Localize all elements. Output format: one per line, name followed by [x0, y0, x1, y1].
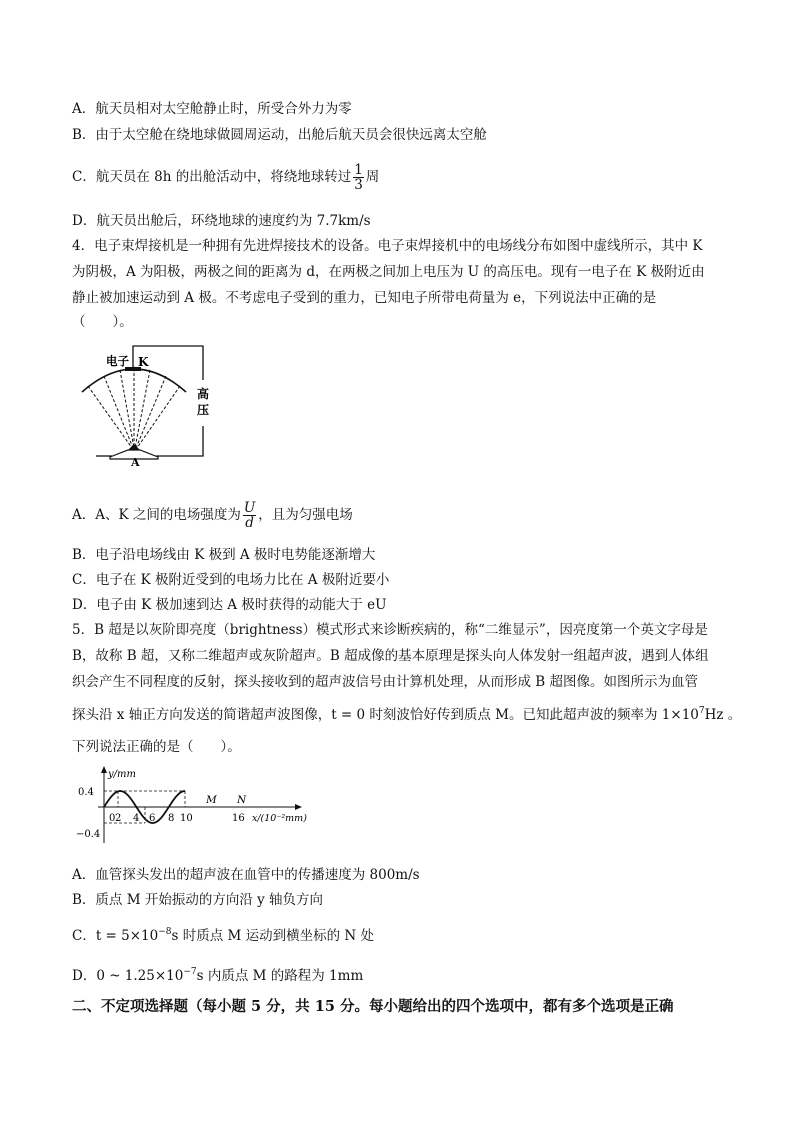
q5-stem-line1: 5．B 超是以灰阶即亮度（brightness）模式形式来诊断疾病的，称“二维显示”，因亮度第一个英文字母是: [72, 622, 708, 638]
x-axis-label: x/(10⁻²mm): [252, 813, 307, 824]
y-tick-top: 0.4: [78, 787, 94, 798]
q4-option-a-tail: ，且为匀强电场: [258, 507, 353, 523]
fraction-u-over-d: [243, 501, 256, 530]
label-n: N: [237, 794, 247, 806]
q4-option-a-text: A．A、K 之间的电场强度为: [72, 507, 241, 523]
q3-option-d: D．航天员出舱后，环绕地球的速度约为 7.7km/s: [72, 213, 371, 229]
x-tick-16: 16: [232, 813, 245, 824]
fraction-denominator: 3: [354, 177, 363, 193]
label-a: A: [131, 456, 140, 468]
section-2-heading: 二、不定项选择题（每小题 5 分，共 15 分。每小题给出的四个选项中，都有多个选项是正确: [72, 998, 674, 1015]
y-tick-bottom: −0.4: [76, 829, 101, 840]
exponent: 7: [698, 706, 705, 716]
exponent: −7: [183, 967, 197, 977]
q4-option-a: [72, 501, 353, 530]
q4-stem-line4: （ ）。: [72, 314, 133, 330]
fraction-denominator: d: [245, 515, 254, 531]
q4-stem-line1: 4．电子束焊接机是一种拥有先进焊接技术的设备。电子束焊接机中的电场线分布如图中虚线所示，其中 K: [72, 238, 703, 254]
fraction-one-third: [353, 163, 364, 192]
fraction-numerator: U: [243, 500, 256, 516]
x-tick-6: 6: [149, 813, 156, 824]
label-high: 高: [197, 387, 210, 401]
q5-option-d: [72, 967, 363, 987]
q4-stem-line2: 为阴极，A 为阳极，两极之间的距离为 d，在两极之间加上电压为 U 的高压电。现有一电子在 K 极附近由: [72, 264, 705, 280]
q4-option-c: C．电子在 K 极附近受到的电场力比在 A 极附近要小: [72, 572, 390, 588]
y-axis-label: y/mm: [108, 769, 136, 780]
x-tick-8: 8: [168, 813, 175, 824]
fraction-numerator: 1: [354, 162, 363, 178]
q5-option-c-tail: s 时质点 M 运动到横坐标的 N 处: [171, 928, 375, 944]
q4-option-d: D．电子由 K 极加速到达 A 极时获得的动能大于 eU: [72, 597, 387, 613]
q5-option-b: B．质点 M 开始振动的方向沿 y 轴负方向: [72, 892, 324, 908]
q5-stem-line3: 织会产生不同程度的反射，探头接收到的超声波信号由计算机处理，从而形成 B 超图像。如图所示为血管: [72, 674, 699, 690]
q5-option-c: [72, 927, 374, 947]
q5-stem-line4-unit: Hz 。: [704, 707, 742, 723]
electron-beam-welder-diagram: [70, 340, 220, 468]
q3-option-c: [72, 163, 379, 192]
q5-stem-line5: 下列说法正确的是（ ）。: [72, 739, 241, 755]
q5-option-a: A．血管探头发出的超声波在血管中的传播速度为 800m/s: [72, 867, 420, 883]
q5-option-c-text: C．t = 5×10: [72, 928, 159, 944]
label-electron: 电子: [106, 354, 129, 368]
q3-option-a: A．航天员相对太空舱静止时，所受合外力为零: [72, 101, 352, 117]
q5-stem-line4-text: 探头沿 x 轴正方向发送的简谐超声波图像，t = 0 时刻波恰好传到质点 M。已知此超声波的频率为 1×10: [72, 707, 699, 723]
label-k: K: [138, 355, 149, 369]
q3-option-c-unit: 周: [365, 169, 380, 185]
q3-option-c-text: C．航天员在 8h 的出舱活动中，将绕地球转过: [72, 169, 352, 185]
x-tick-0: 0: [109, 813, 116, 824]
x-tick-2: 2: [115, 813, 122, 824]
q4-stem-line3: 静止被加速运动到 A 极。不考虑电子受到的重力，已知电子所带电荷量为 e，下列说法中正确的是: [72, 290, 657, 306]
q5-stem-line4: [72, 706, 741, 726]
x-tick-4: 4: [133, 813, 140, 824]
q5-stem-line2: B，故称 B 超，又称二维超声或灰阶超声。B 超成像的基本原理是探头向人体发射一组超声波，遇到人体组: [72, 648, 709, 664]
q5-option-d-tail: s 内质点 M 的路程为 1mm: [196, 968, 364, 984]
label-voltage: 压: [197, 403, 210, 417]
q4-option-b: B．电子沿电场线由 K 极到 A 极时电势能逐渐增大: [72, 547, 376, 563]
ultrasound-wave-graph: [76, 765, 316, 845]
exponent: −8: [158, 927, 172, 937]
label-m: M: [206, 794, 217, 806]
q5-option-d-text: D．0 ~ 1.25×10: [72, 968, 184, 984]
x-tick-10: 10: [180, 813, 193, 824]
q3-option-b: B．由于太空舱在绕地球做圆周运动，出舱后航天员会很快远离太空舱: [72, 127, 487, 143]
